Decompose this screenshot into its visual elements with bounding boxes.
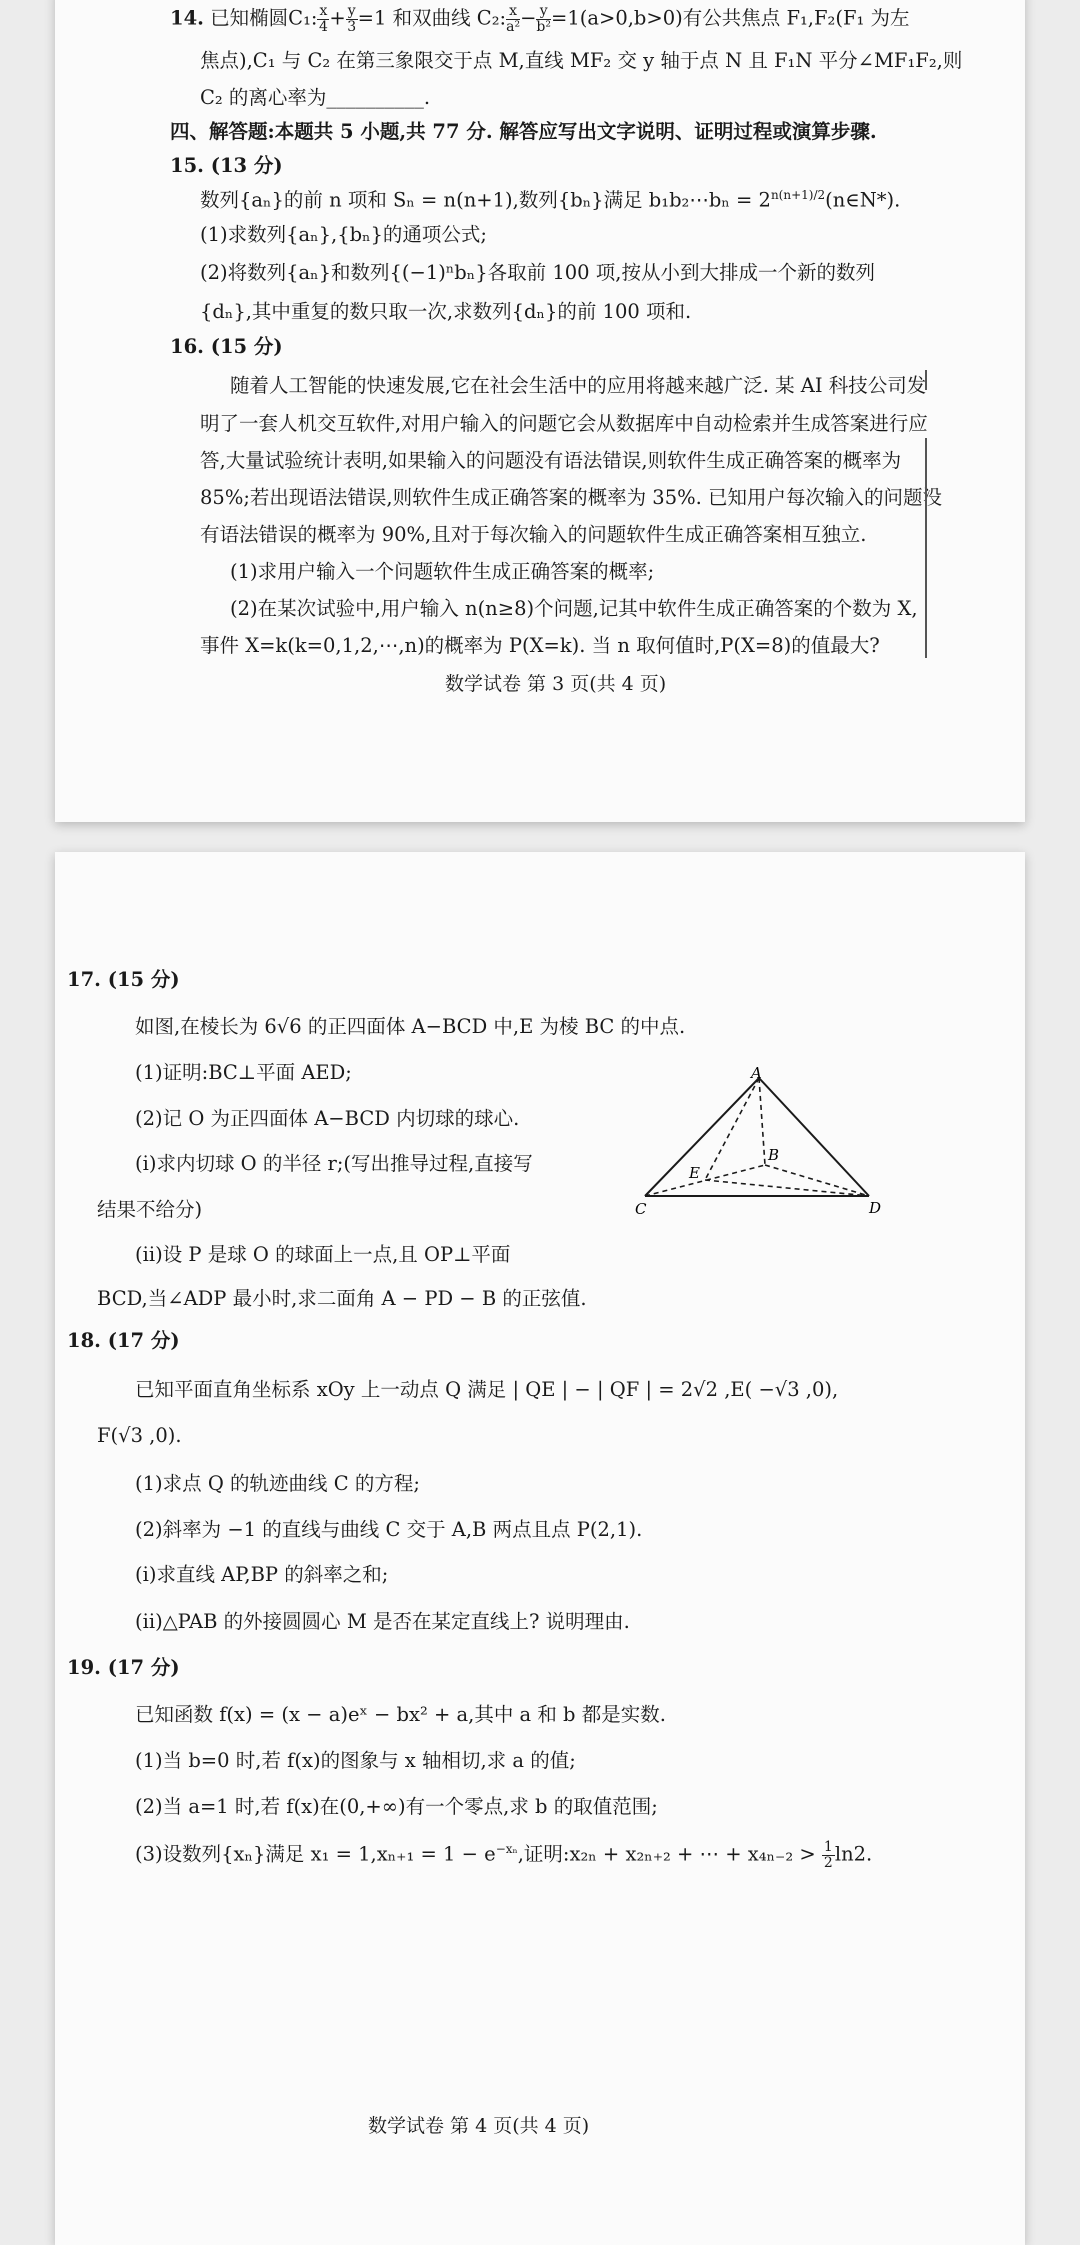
q19-line3: (2)当 a=1 时,若 f(x)在(0,+∞)有一个零点,求 b 的取值范围; [135, 1795, 658, 1818]
section-heading: 四、解答题:本题共 5 小题,共 77 分. 解答应写出文字说明、证明过程或演算步骤. [170, 120, 877, 143]
vertex-label-a: A [751, 1064, 762, 1082]
q16-line3: 答,大量试验统计表明,如果输入的问题没有语法错误,则软件生成正确答案的概率为 [200, 449, 902, 472]
fraction: $\frac{x}{\text{a²}}$ [506, 3, 521, 35]
tetrahedron-diagram [635, 1064, 887, 1220]
q19-line1: 已知函数 f(x) = (x − a)eˣ − bx² + a,其中 a 和 b 都是实数. [135, 1703, 666, 1726]
q16-line6: (1)求用户输入一个问题软件生成正确答案的概率; [230, 560, 655, 583]
q17-header: 17. (15 分) [67, 968, 180, 991]
q15-header: 15. (13 分) [170, 154, 283, 177]
q17-line2: (1)证明:BC⊥平面 AED; [135, 1061, 352, 1084]
segment-ae [705, 1078, 759, 1180]
vertex-label-d: D [869, 1199, 882, 1217]
q18-line1: 已知平面直角坐标系 xOy 上一动点 Q 满足 | QE | − | QF | = 2√2 ,E( −√3 ,0), [135, 1378, 839, 1401]
fraction: $\frac{y}{3}$ [347, 3, 357, 35]
fraction: $\frac{y}{\text{b²}}$ [536, 3, 551, 35]
q18-line3: (1)求点 Q 的轨迹曲线 C 的方程; [135, 1472, 420, 1495]
q14-line2: 焦点),C₁ 与 C₂ 在第三象限交于点 M,直线 MF₂ 交 y 轴于点 N 且 F₁N 平分∠MF₁F₂,则 [200, 49, 963, 72]
q16-line1: 随着人工智能的快速发展,它在社会生活中的应用将越来越广泛. 某 AI 科技公司发 [230, 374, 927, 397]
q19-line4: (3)设数列{xₙ}满足 $x_1 = 1,x_{n+1} = 1 - e^{-x_n}$,证明:x₂ₙ + x₂ₙ₊₂ + ⋯ + x₄ₙ₋₂ > $\frac{1}{2}$ ln2. [135, 1839, 873, 1871]
q17-line7: BCD,当∠ADP 最小时,求二面角 A − PD − B 的正弦值. [97, 1287, 587, 1310]
q16-line8: 事件 X=k(k=0,1,2,⋯,n)的概率为 P(X=k). 当 n 取何值时,P(X=8)的值最大? [200, 634, 880, 657]
q18-line2: F(√3 ,0). [97, 1424, 182, 1447]
fraction: $\frac{1}{2}$ [823, 1839, 833, 1871]
page-footer: 数学试卷 第 3 页(共 4 页) [445, 673, 667, 695]
edge-ab [759, 1078, 765, 1165]
vertex-label-e: E [689, 1164, 700, 1182]
scan-margin-mark [925, 370, 927, 390]
q16-line4: 85%;若出现语法错误,则软件生成正确答案的概率为 35%. 已知用户每次输入的问题没 [200, 486, 943, 509]
vertex-label-b: B [768, 1146, 780, 1164]
edge-ad [759, 1078, 869, 1196]
q16-line7: (2)在某次试验中,用户输入 n(n≥8)个问题,记其中软件生成正确答案的个数为 X, [230, 597, 918, 620]
vertex-label-c: C [635, 1200, 647, 1218]
q17-line1: 如图,在棱长为 6√6 的正四面体 A−BCD 中,E 为棱 BC 的中点. [135, 1015, 686, 1038]
exam-page-4 [55, 852, 1025, 2245]
scan-margin-mark [925, 438, 927, 658]
page-footer: 数学试卷 第 4 页(共 4 页) [368, 2115, 590, 2137]
q18-line5: (i)求直线 AP,BP 的斜率之和; [135, 1563, 389, 1586]
q15-line3: (2)将数列{aₙ}和数列{(−1)ⁿbₙ}各取前 100 项,按从小到大排成一个新的数列 [200, 261, 875, 284]
q17-line4: (i)求内切球 O 的半径 r;(写出推导过程,直接写 [135, 1152, 533, 1175]
q19-header: 19. (17 分) [67, 1656, 180, 1679]
q16-line2: 明了一套人机交互软件,对用户输入的问题它会从数据库中自动检索并生成答案进行应 [200, 412, 928, 435]
q17-line6: (ii)设 P 是球 O 的球面上一点,且 OP⊥平面 [135, 1243, 511, 1266]
q18-line4: (2)斜率为 −1 的直线与曲线 C 交于 A,B 两点且点 P(2,1). [135, 1518, 643, 1541]
q17-line5: 结果不给分) [97, 1198, 203, 1221]
q14-line3: C₂ 的离心率为__________. [200, 86, 431, 109]
q18-header: 18. (17 分) [67, 1329, 180, 1352]
q18-line6: (ii)△PAB 的外接圆圆心 M 是否在某定直线上? 说明理由. [135, 1610, 630, 1633]
exam-page-3 [55, 0, 1025, 822]
q16-header: 16. (15 分) [170, 335, 283, 358]
q16-line5: 有语法错误的概率为 90%,且对于每次输入的问题软件生成正确答案相互独立. [200, 523, 867, 546]
q15-line1: 数列{aₙ}的前 n 项和 Sₙ = n(n+1),数列{bₙ}满足 b₁b₂⋯bₙ = $2^{n(n+1)/2}(n\in N*)$. [200, 188, 901, 212]
q14-number: 14. [170, 6, 204, 30]
q17-line3: (2)记 O 为正四面体 A−BCD 内切球的球心. [135, 1107, 520, 1130]
edge-ac [645, 1078, 759, 1196]
q15-line4: {dₙ},其中重复的数只取一次,求数列{dₙ}的前 100 项和. [200, 300, 692, 323]
q15-line2: (1)求数列{aₙ},{bₙ}的通项公式; [200, 223, 487, 246]
q14-line1: 14. 已知椭圆C₁: $\frac{x}{4}$ + $\frac{y}{3}$ =1 和双曲线 C₂: $\frac{x}{\text{a²}}$ − $\frac{y}{\text{b²}}$ =1(a>0,b>0)有公共焦点 F₁,F₂(F₁ 为左 [170, 3, 910, 35]
fraction: $\frac{x}{4}$ [318, 3, 328, 35]
q19-line2: (1)当 b=0 时,若 f(x)的图象与 x 轴相切,求 a 的值; [135, 1749, 576, 1772]
